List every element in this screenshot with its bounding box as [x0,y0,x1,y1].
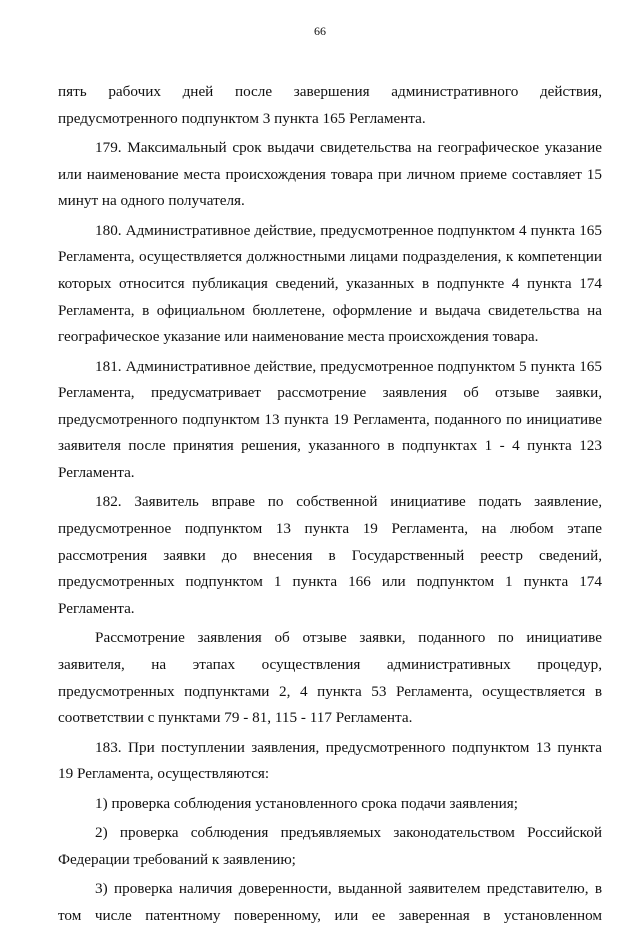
paragraph-p180: 180. Административное действие, предусмотренное подпунктом 4 пункта 165 Регламента, осуществляется должностными лицами подразделения, к компетенции которых относится публикация сведений, указанных в подпункте 4 пункта 174 Регламента, в официальном бюллетене, оформление и выдача свидетельства на географическое указание или наименование места происхождения товара. [58,221,602,346]
document-body [58,79,602,932]
paragraph-p179: 179. Максимальный срок выдачи свидетельства на географическое указание или наименование места происхождения товара при личном приеме составляет 15 минут на одного получателя. [58,139,602,210]
paragraph-p183_3: 3) проверка наличия доверенности, выданной заявителем представителю, в том числе патентному поверенному, или ее заверенная в установленном [58,880,602,924]
paragraph-p183_1: 1) проверка соблюдения установленного срока подачи заявления; [95,794,519,812]
paragraph-p182: 182. Заявитель вправе по собственной инициативе подать заявление, предусмотренное подпунктом 13 пункта 19 Регламента, на любом этапе рассмотрения заявки до внесения в Государственный реестр сведений, предусмотренных подпунктом 1 пункта 166 или подпунктом 1 пункта 174 Регламента. [58,493,602,617]
paragraph-p0: пять рабочих дней после завершения административного действия, предусмотренного подпунктом 3 пункта 165 Регламента. [58,83,602,127]
paragraph-p183_2: 2) проверка соблюдения предъявляемых законодательством Российской Федерации требований к заявлению; [58,824,602,868]
paragraph-p181: 181. Административное действие, предусмотренное подпунктом 5 пункта 165 Регламента, предусматривает рассмотрение заявления об отзыве заявки, предусмотренного подпунктом 13 пункта 19 Регламента, поданного по инициативе заявителя после принятия решения, указанного в подпунктах 1 - 4 пункта 123 Регламента. [58,357,602,481]
page-number: 66 [314,24,326,38]
paragraph-p183: 183. При поступлении заявления, предусмотренного подпунктом 13 пункта 19 Регламента, осуществляются: [58,738,602,783]
paragraph-p182b: Рассмотрение заявления об отзыве заявки, поданного по инициативе заявителя, на этапах осуществления административных процедур, предусмотренных подпунктами 2, 4 пункта 53 Регламента, осуществляется в соответствии с пунктами 79 - 81, 115 - 117 Регламента. [58,629,602,727]
